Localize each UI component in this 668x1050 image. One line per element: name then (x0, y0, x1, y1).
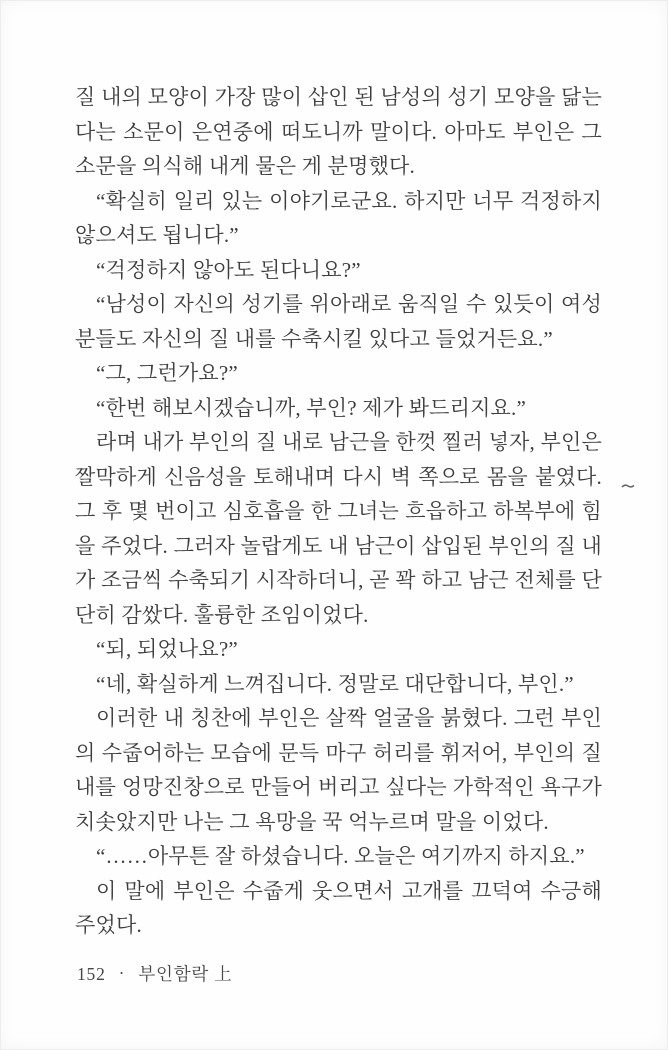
paragraph: 라며 내가 부인의 질 내로 남근을 한껏 찔러 넣자, 부인은 짤막하게 신음성을 토해내며 다시 벽 쪽으로 몸을 붙였다. 그 후 몇 번이고 심호흡을 한 그녀는 흐읍하고 하복부에 힘을 주었다. 그러자 놀랍게도 내 남근이 삽입된 부인의 질 내가 조금씩 수축되기 시작하더니, 곧 꽉 하고 남근 전체를 단단히 감쌌다. 훌륭한 조임이었다. (75, 430, 602, 627)
paragraph: 질 내의 모양이 가장 많이 삽인 된 남성의 성기 모양을 닮는다는 소문이 은연중에 떠도니까 말이다. 아마도 부인은 그 소문을 의식해 내게 물은 게 분명했다. (75, 85, 602, 178)
ink-smudge (621, 477, 635, 495)
paragraph: “걱정하지 않아도 된다니요?” (96, 257, 361, 282)
footer-separator: · (118, 963, 126, 983)
paragraph: 이러한 내 칭찬에 부인은 살짝 얼굴을 붉혔다. 그런 부인의 수줍어하는 모습에 문득 마구 허리를 휘저어, 부인의 질 내를 엉망진창으로 만들어 버리고 싶다는 가학적인 욕구가 치솟았지만 나는 그 욕망을 꾹 억누르며 말을 이었다. (75, 706, 602, 834)
paragraph: 이 말에 부인은 수줍게 웃으면서 고개를 끄덕여 수긍해주었다. (75, 878, 602, 937)
paragraph: “확실히 일리 있는 이야기로군요. 하지만 너무 걱정하지 않으셔도 됩니다.” (75, 188, 602, 247)
paragraph: “한번 해보시겠습니까, 부인? 제가 봐드리지요.” (96, 395, 527, 420)
book-title: 부인함락 上 (138, 964, 233, 984)
paragraph: “남성이 자신의 성기를 위아래로 움직일 수 있듯이 여성분들도 자신의 질 내를 수축시킬 있다고 들었거든요.” (75, 292, 602, 351)
paragraph: “네, 확실하게 느껴집니다. 정말로 대단합니다, 부인.” (96, 671, 574, 696)
paragraph: “그, 그런가요?” (96, 361, 238, 385)
page-footer (77, 962, 233, 986)
paragraph: “되, 되었나요?” (96, 637, 238, 661)
page-text (75, 80, 602, 943)
page-number: 152 (77, 964, 106, 984)
paragraph: “……아무튼 잘 하셨습니다. 오늘은 여기까지 하지요.” (96, 844, 585, 868)
